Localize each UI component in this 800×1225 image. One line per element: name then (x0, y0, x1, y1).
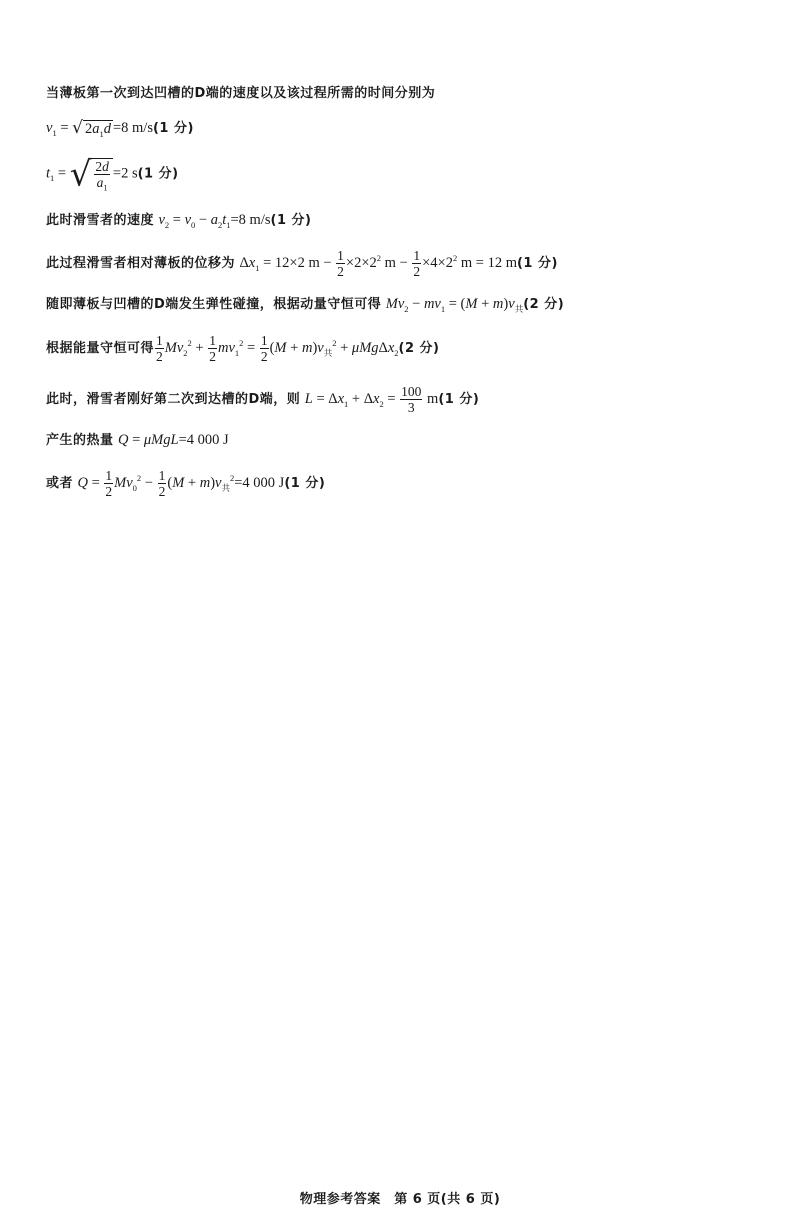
line3-points: (1 分) (270, 213, 312, 228)
line5-points: (2 分) (523, 297, 565, 312)
page-footer: 物理参考答案 第 6 页(共 6 页) (299, 1192, 501, 1207)
line4-text: 此过程滑雪者相对薄板的位移为 (46, 255, 236, 271)
equation-length-l: 此时，滑雪者刚好第二次到达槽的D端，则 $L = \Delta x_1 + \Delta x_2$ = $\frac{100}{3}$ m(1 分) (46, 384, 480, 415)
equation-v1: $v_1$ = √ $2a_1d =8$ m/s(1 分) (46, 118, 194, 140)
line7-text: 此时，滑雪者刚好第二次到达槽的D端，则 (46, 391, 301, 407)
t1-result: =2 s (112, 165, 138, 182)
equation-delta-x1: 此过程滑雪者相对薄板的位移为 $\Delta x_1 = 12\times 2$ m − $\frac{1}{2}$ $\times 2\times 2^2$ m − $\frac{1}{2}$ $\times 4\times 2^2$ m = 12 m(1 分) (46, 248, 558, 279)
equation-v2: 此时滑雪者的速度 $v_2 = v_0 - a_2t_1=8$ m/s(1 分) (46, 212, 312, 230)
line5-text: 随即薄板与凹槽的D端发生弹性碰撞，根据动量守恒可得 (46, 297, 382, 312)
line8-text: 产生的热量 (46, 433, 114, 448)
v1-points: (1 分) (152, 121, 194, 136)
equation-heat-alt: 或者 Q = $\frac{1}{2}$ $Mv_0^2$ − $\frac{1}{2}$ $(M + m)v_共^2=4$ 000 J(1 分) (46, 468, 326, 499)
solution-intro (46, 84, 435, 104)
sqrt-symbol-large: √ $\frac{2d}{a_1}$ (70, 158, 113, 190)
equation-t1: $t_1$ = √ $\frac{2d}{a_1}$ =2 s(1 分) (46, 154, 179, 195)
t1-points: (1 分) (137, 166, 179, 182)
line7-points: (1 分) (438, 391, 480, 407)
line9-text: 或者 (46, 475, 74, 491)
line9-result: =4 000 J (234, 474, 285, 491)
v1-result: =8 m/s (112, 120, 153, 136)
line9-points: (1 分) (284, 475, 326, 491)
equation-momentum: 随即薄板与凹槽的D端发生弹性碰撞，根据动量守恒可得 $Mv_2 - mv_1 = (M + m)v_共(2$ 分) (46, 296, 565, 314)
line6-points: (2 分) (398, 340, 440, 356)
intro-text: 当薄板第一次到达凹槽的D端的速度以及该过程所需的时间分别为 (46, 86, 436, 101)
equation-heat: 产生的热量 Q = μMgL=4 000 J (46, 432, 229, 448)
equation-energy: 根据能量守恒可得 $\frac{1}{2}$ $Mv_2^2$ + $\frac{1}{2}$ $mv_1^2$ = $\frac{1}{2}$ $(M + m)v_共^2 + \mu Mg\Delta x_2(2$ 分) (46, 333, 440, 364)
line3-result: =8 m/s (230, 212, 271, 228)
sqrt-symbol: √ $2a_1d$ (72, 118, 111, 140)
line6-text: 根据能量守恒可得 (46, 340, 155, 356)
line4-points: (1 分) (516, 255, 558, 271)
line8-result: =4 000 J (178, 432, 229, 448)
line3-text: 此时滑雪者的速度 (46, 213, 155, 228)
